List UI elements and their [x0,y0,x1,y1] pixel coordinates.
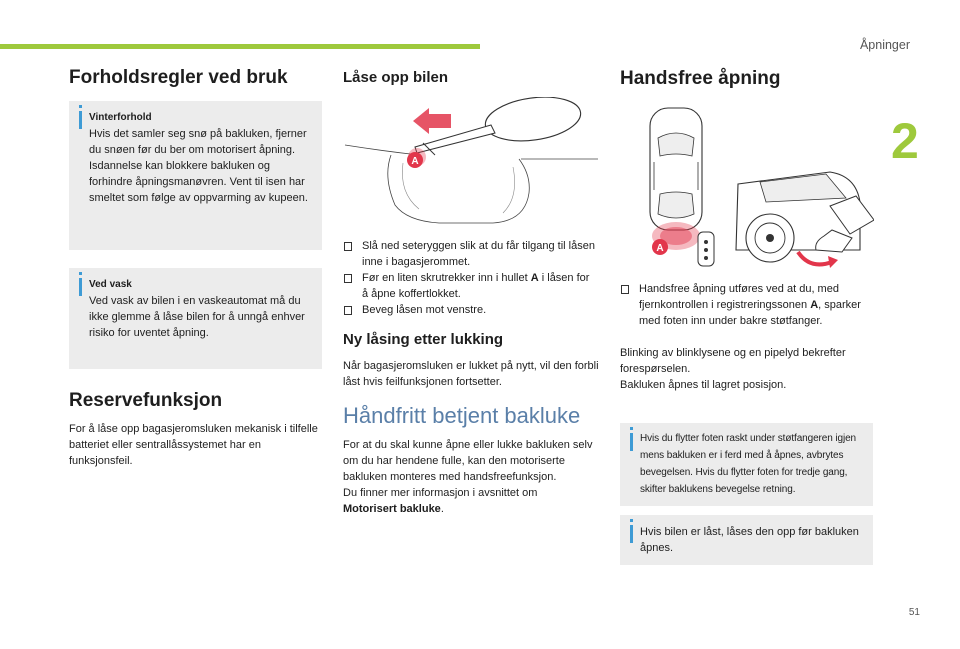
winter-note-p1: Hvis det samler seg snø på bakluken, fjerner du snøen før du ber om motorisert åpning. [89,128,307,156]
locked-car-note [620,515,873,565]
info-marker-icon [630,433,633,451]
unlock-step: Slå ned seteryggen slik at du får tilgang til låsen inne i bagasjerommet. [343,238,597,270]
info-marker-icon [79,111,82,129]
handsfree-body-1: For at du skal kunne åpne eller lukke bakluken selv om du har hendene fulle, kan den motoriserte bakluken monteres med handsfreefunksjon. [343,439,593,483]
washing-note-title: Ved vask [89,279,132,290]
svg-text:A: A [656,243,664,254]
relock-heading: Ny låsing etter lukking [343,331,504,348]
foot-movement-note-body: Hvis du flytter foten raskt under støtfangeren igjen mens bakluken er i ferd med å åpnes, avbrytes bevegelsen. Hvis du flytter foten for tredje gang, skifter baklukens bevegelse retning. [640,433,857,495]
precautions-heading: Forholdsregler ved bruk [69,67,288,88]
handsfree-steps [620,281,874,329]
page-number: 51 [908,607,920,618]
unlock-step: Beveg låsen mot venstre. [343,302,597,318]
lock-label-marker [407,152,423,168]
trunk-lock-illustration [343,97,599,225]
handsfree-illustration [620,102,874,274]
key-fob-icon [698,232,714,266]
direction-arrow-icon [413,108,451,134]
handsfree-body-2: Du finner mer informasjon i avsnittet om [343,487,538,499]
chapter-number: 2 [891,113,919,169]
handsfree-heading: Handsfree åpning [620,68,781,89]
foot-movement-note [620,423,873,506]
unlock-step: Før en liten skrutrekker inn i hullet A i låsen for å åpne koffertlokket. [343,270,597,302]
unlock-steps [343,238,597,318]
handsfree-tailgate-body: For at du skal kunne åpne eller lukke bakluken selv om du har hendene fulle, kan den motoriserte bakluken monteres med handsfreefunksjon. Du finner mer informasjon i avsnittet om Motorisert bakluke. [343,437,599,517]
info-marker-icon [630,525,633,543]
motorised-tailgate-ref: Motorisert bakluke [343,503,441,515]
backup-heading: Reservefunksjon [69,390,223,411]
kick-motion-arrow-icon [798,252,838,268]
zone-label-marker [652,239,668,255]
svg-text:A: A [411,156,419,167]
backup-body: For å låse opp bagasjeromsluken mekanisk i tilfelle batteriet eller sentrallåssystemet har en funksjonsfeil. [69,423,318,467]
unlock-heading: Låse opp bilen [343,69,449,86]
handsfree-confirm: Blinking av blinklysene og en pipelyd bekrefter forespørselen. [620,347,846,375]
handsfree-position: Bakluken åpnes til lagret posisjon. [620,379,787,391]
locked-car-note-body: Hvis bilen er låst, låses den opp før bakluken åpnes. [640,526,859,554]
car-top-view-icon [650,108,702,230]
washing-note [69,268,322,369]
winter-note [69,101,322,250]
washing-note-body: Ved vask av bilen i en vaskeautomat må du ikke glemme å låse bilen for å unngå enhver risiko for uventet åpning. [89,295,305,339]
handsfree-step: Handsfree åpning utføres ved at du, med fjernkontrollen i registreringssonen A, sparker med foten inn under bakre støtfanger. [620,281,874,329]
winter-note-title: Vinterforhold [89,112,152,123]
header-accent-bar [0,44,480,49]
section-name: Åpninger [859,38,910,52]
info-marker-icon [79,278,82,296]
relock-body: Når bagasjeromsluken er lukket på nytt, vil den forbli låst hvis feilfunksjonen fortsetter. [343,360,599,388]
winter-note-p2: Isdannelse kan blokkere bakluken og forhindre åpningsmanøvren. Vent til isen har smeltet som følge av oppvarming av kupeen. [89,160,308,204]
handsfree-tailgate-heading: Håndfritt betjent bakluke [343,403,581,428]
